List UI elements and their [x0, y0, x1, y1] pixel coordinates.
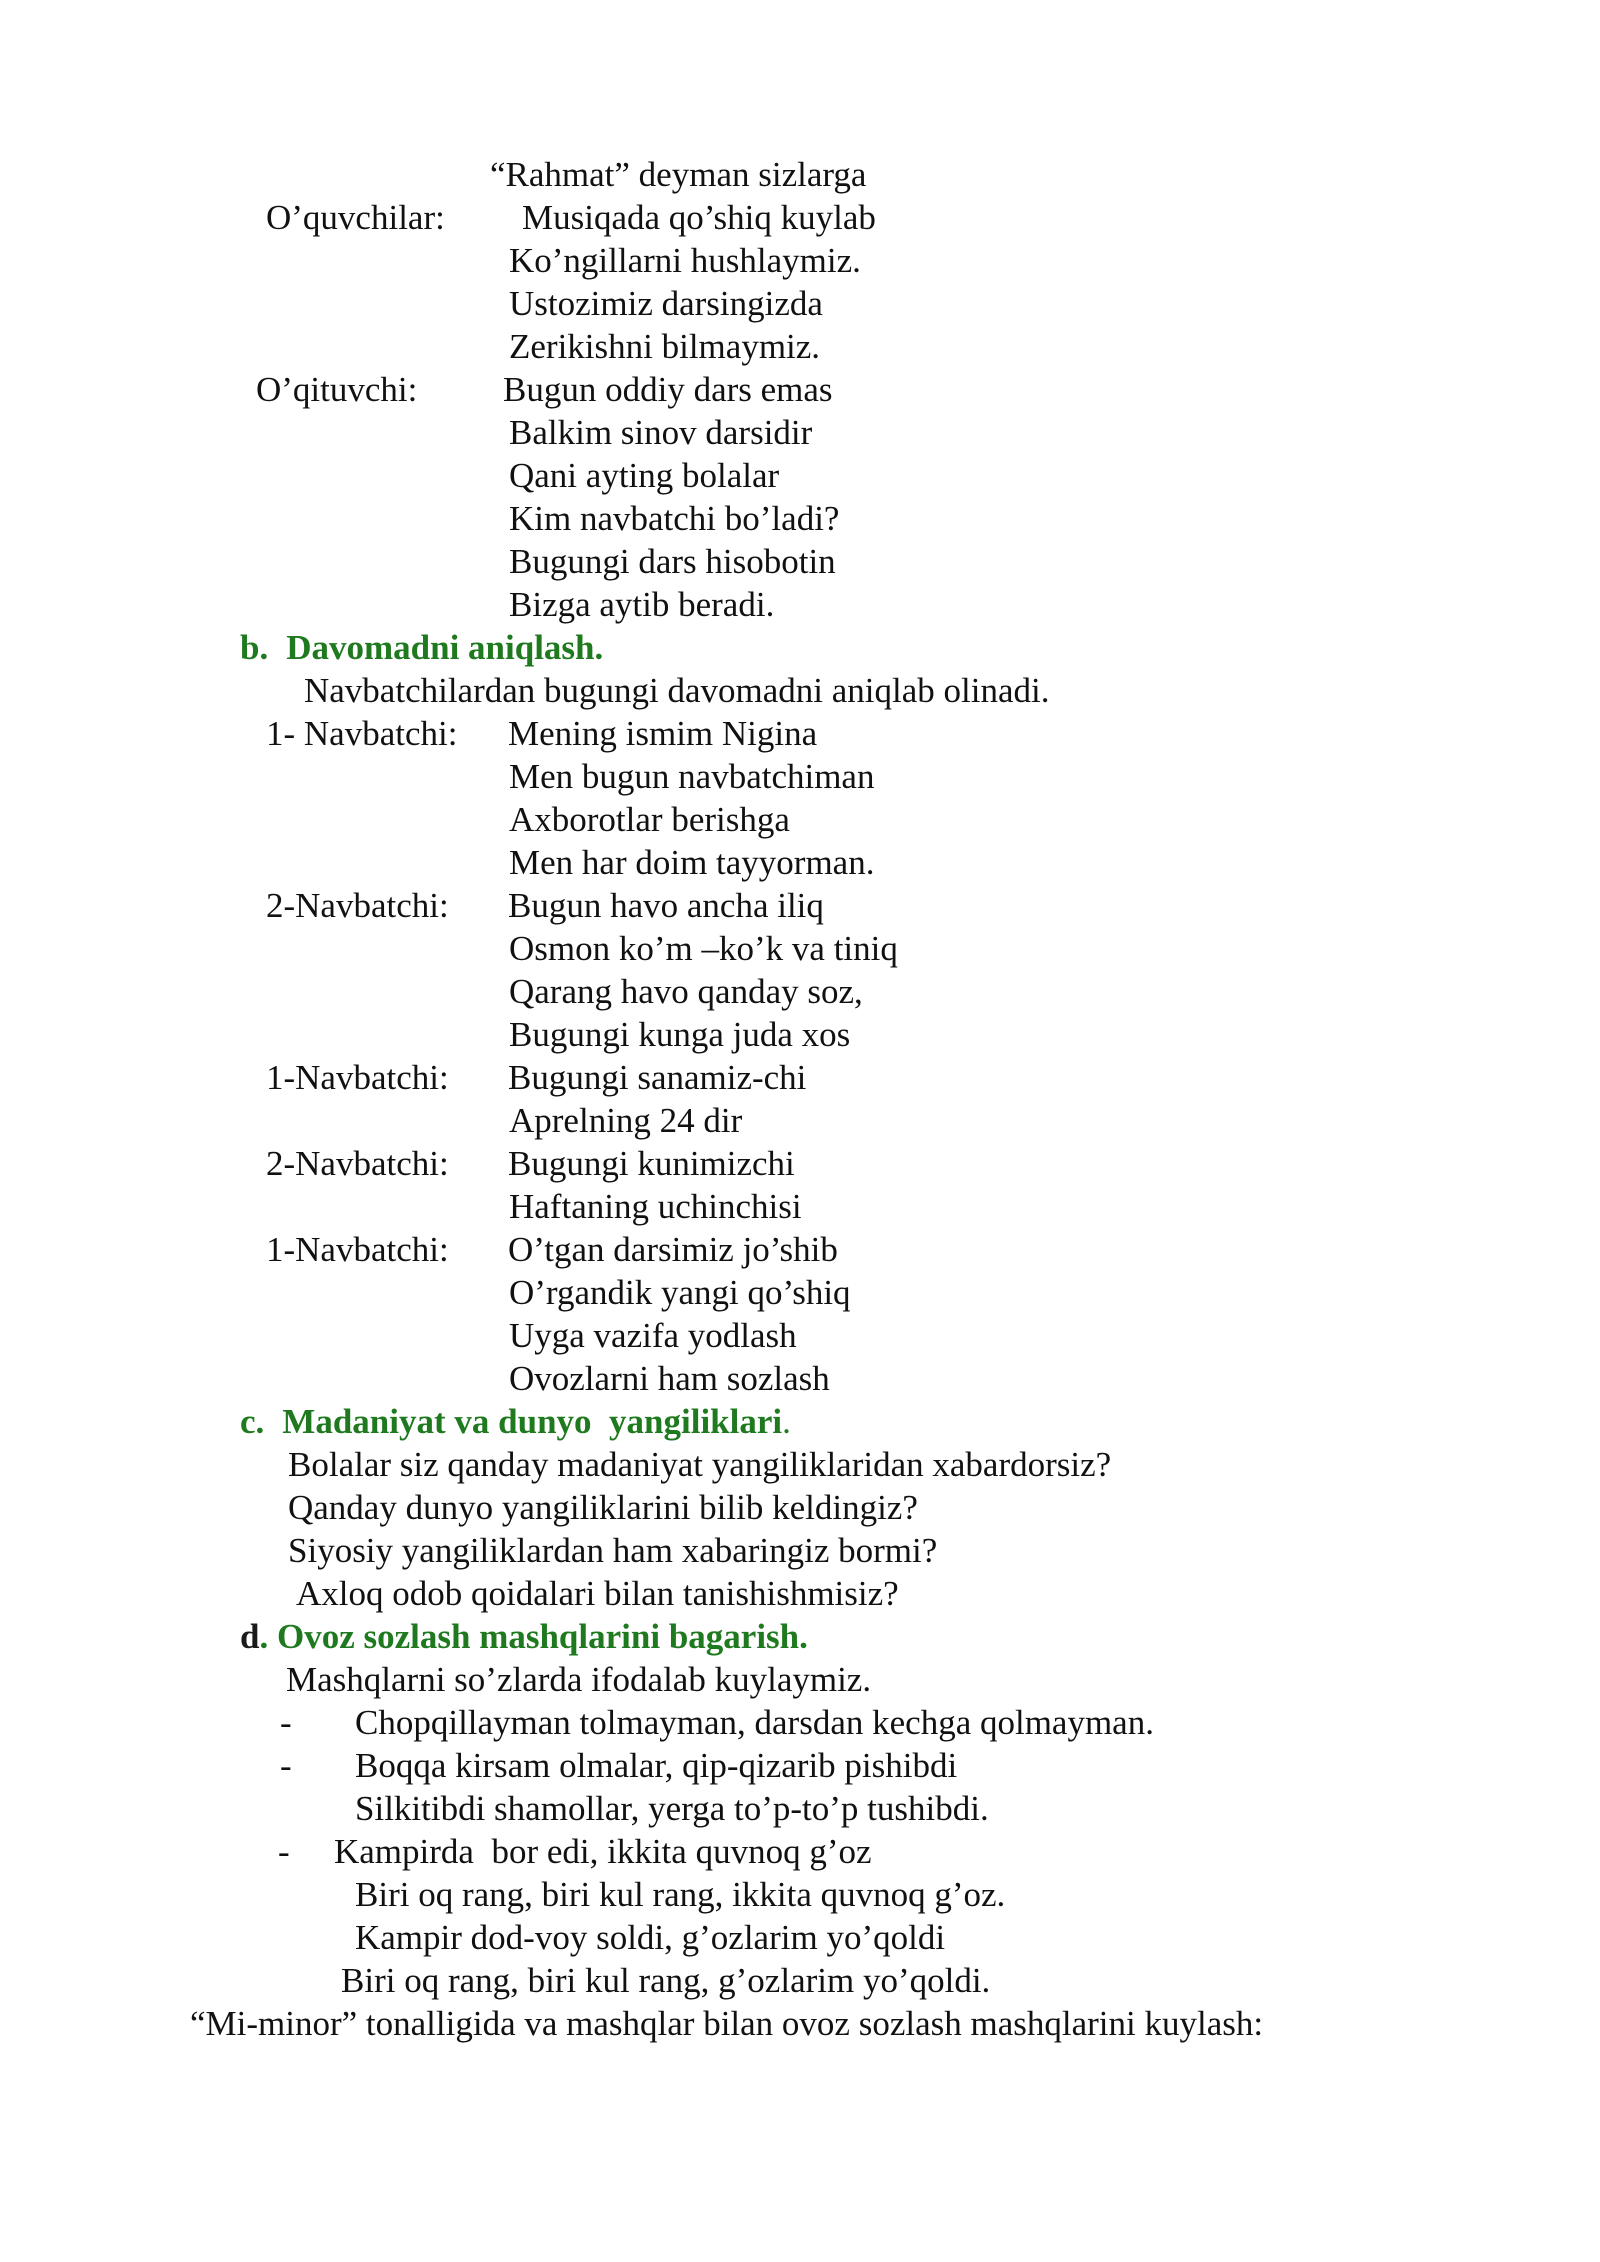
poem-line: O’rgandik yangi qo’shiq [509, 1273, 851, 1312]
poem-line: Qani ayting bolalar [509, 456, 780, 495]
question-line: Qanday dunyo yangiliklarini bilib keldingiz? [288, 1488, 918, 1527]
question-line: Siyosiy yangiliklardan ham xabaringiz bormi? [288, 1531, 938, 1570]
section-title: Madaniyat va dunyo yangiliklari [282, 1402, 783, 1441]
exercise-line: Kampir dod-voy soldi, g’ozlarim yo’qoldi [355, 1918, 946, 1957]
section-letter: d [240, 1617, 260, 1656]
closing-line: “Mi-minor” tonalligida va mashqlar bilan ovoz sozlash mashqlarini kuylash: [190, 2004, 1264, 2043]
poem-line: Qarang havo qanday soz, [509, 972, 863, 1011]
exercise-line: Biri oq rang, biri kul rang, g’ozlarim yo’qoldi. [341, 1961, 991, 2000]
speaker-label-students: O’quvchilar: [266, 198, 445, 237]
poem-line: Mening ismim Nigina [508, 714, 818, 753]
question-line: Axloq odob qoidalari bilan tanishishmisiz? [296, 1574, 899, 1613]
poem-line: Bugungi kunga juda xos [509, 1015, 851, 1054]
section-intro: Navbatchilardan bugungi davomadni aniqlab olinadi. [304, 671, 1050, 710]
poem-line: Bugun oddiy dars emas [503, 370, 833, 409]
exercise-line: Silkitibdi shamollar, yerga to’p-to’p tushibdi. [355, 1789, 989, 1828]
poem-line: Bizga aytib beradi. [509, 585, 775, 624]
poem-line: Axborotlar berishga [509, 800, 790, 839]
speaker-label-teacher: O’qituvchi: [256, 370, 418, 409]
poem-line: Uyga vazifa yodlash [509, 1316, 797, 1355]
poem-line: Haftaning uchinchisi [509, 1187, 802, 1226]
exercise-line: Kampirda bor edi, ikkita quvnoq g’oz [334, 1832, 872, 1871]
poem-line: Aprelning 24 dir [509, 1101, 743, 1140]
section-title: . Ovoz sozlash mashqlarini bagarish. [259, 1617, 808, 1656]
exercise-line: Biri oq rang, biri kul rang, ikkita quvnoq g’oz. [355, 1875, 1006, 1914]
exercise-line: Boqqa kirsam olmalar, qip-qizarib pishibdi [355, 1746, 958, 1785]
speaker-label: 1-Navbatchi: [266, 1230, 449, 1269]
list-dash: - [278, 1832, 290, 1871]
poem-line: Bugungi dars hisobotin [509, 542, 836, 581]
poem-line: Osmon ko’m –ko’k va tiniq [509, 929, 898, 968]
section-title: Davomadni aniqlash. [286, 628, 604, 667]
poem-line: Bugun havo ancha iliq [508, 886, 824, 925]
section-c-heading [240, 1400, 791, 1443]
exercise-line: Chopqillayman tolmayman, darsdan kechga qolmayman. [355, 1703, 1154, 1742]
poem-line: O’tgan darsimiz jo’shib [508, 1230, 838, 1269]
list-dash: - [280, 1703, 292, 1742]
poem-line: Ko’ngillarni hushlaymiz. [509, 241, 861, 280]
speaker-label: 1- Navbatchi: [266, 714, 458, 753]
poem-line: Bugungi kunimizchi [508, 1144, 795, 1183]
section-title-period: . [782, 1402, 791, 1441]
question-line: Bolalar siz qanday madaniyat yangiliklaridan xabardorsiz? [288, 1445, 1112, 1484]
poem-line: Ovozlarni ham sozlash [509, 1359, 830, 1398]
list-dash: - [280, 1746, 292, 1785]
poem-line: Bugungi sanamiz-chi [508, 1058, 807, 1097]
poem-line: Musiqada qo’shiq kuylab [522, 198, 876, 237]
section-b-heading [240, 626, 603, 669]
speaker-label: 1-Navbatchi: [266, 1058, 449, 1097]
section-d-heading [240, 1615, 808, 1658]
poem-line: Zerikishni bilmaymiz. [509, 327, 821, 366]
speaker-label: 2-Navbatchi: [266, 886, 449, 925]
poem-line: Men bugun navbatchiman [509, 757, 875, 796]
speaker-label: 2-Navbatchi: [266, 1144, 449, 1183]
section-letter: b. [240, 628, 269, 667]
poem-line: Balkim sinov darsidir [509, 413, 813, 452]
poem-line: “Rahmat” deyman sizlarga [490, 155, 867, 194]
section-letter: c. [240, 1402, 265, 1441]
poem-line: Kim navbatchi bo’ladi? [509, 499, 840, 538]
poem-line: Ustozimiz darsingizda [509, 284, 823, 323]
poem-line: Men har doim tayyorman. [509, 843, 875, 882]
section-intro: Mashqlarni so’zlarda ifodalab kuylaymiz. [286, 1660, 872, 1699]
